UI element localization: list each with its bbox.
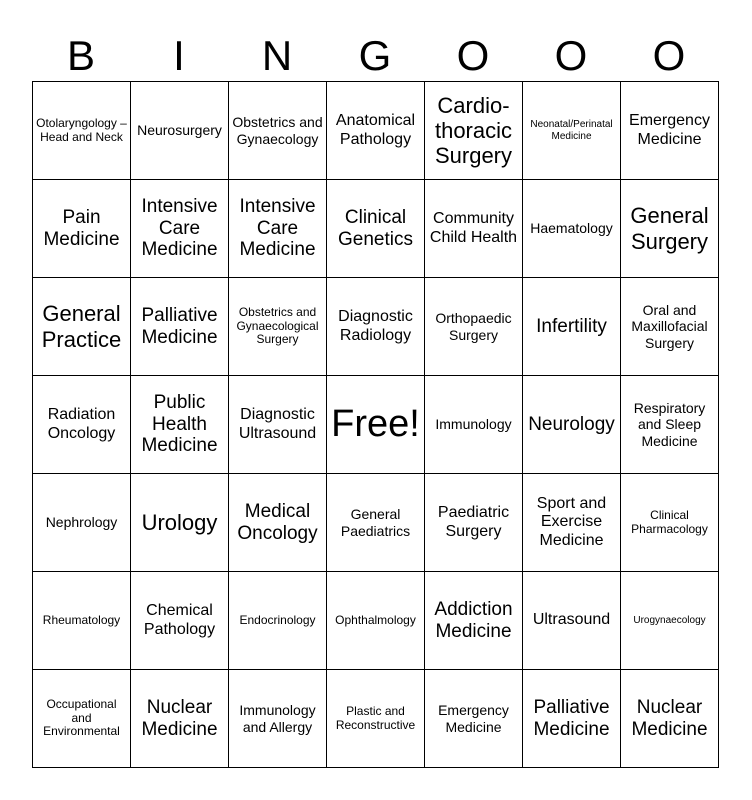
free-cell: Free! [327, 376, 425, 474]
bingo-cell: Diagnostic Radiology [327, 278, 425, 376]
bingo-cell: General Surgery [621, 180, 719, 278]
bingo-cell: Otolaryngology – Head and Neck [33, 82, 131, 180]
bingo-cell: Urogynaecology [621, 572, 719, 670]
bingo-cell: Sport and Exercise Medicine [523, 474, 621, 572]
header-letter: N [261, 32, 293, 79]
bingo-cell: Oral and Maxillofacial Surgery [621, 278, 719, 376]
bingo-cell: Urology [131, 474, 229, 572]
bingo-cell: Cardio-thoracic Surgery [425, 82, 523, 180]
header-letter: O [652, 32, 686, 79]
bingo-cell: Neonatal/Perinatal Medicine [523, 82, 621, 180]
bingo-cell: Medical Oncology [229, 474, 327, 572]
bingo-cell: Addiction Medicine [425, 572, 523, 670]
bingo-cell: Nuclear Medicine [131, 670, 229, 768]
bingo-header [32, 30, 718, 82]
header-letter: G [358, 32, 392, 79]
header-letter: O [456, 32, 490, 79]
bingo-cell: Orthopaedic Surgery [425, 278, 523, 376]
bingo-cell: Plastic and Reconstructive [327, 670, 425, 768]
bingo-cell: Palliative Medicine [131, 278, 229, 376]
bingo-cell: Anatomical Pathology [327, 82, 425, 180]
bingo-cell: Intensive Care Medicine [229, 180, 327, 278]
bingo-cell: Clinical Genetics [327, 180, 425, 278]
bingo-cell: Emergency Medicine [621, 82, 719, 180]
bingo-cell: Endocrinology [229, 572, 327, 670]
bingo-cell: Pain Medicine [33, 180, 131, 278]
bingo-cell: Intensive Care Medicine [131, 180, 229, 278]
header-letter: O [554, 32, 588, 79]
bingo-cell: Emergency Medicine [425, 670, 523, 768]
bingo-cell: Haematology [523, 180, 621, 278]
bingo-cell: Ophthalmology [327, 572, 425, 670]
bingo-cell: Palliative Medicine [523, 670, 621, 768]
bingo-cell: Infertility [523, 278, 621, 376]
bingo-grid [32, 81, 719, 768]
bingo-cell: Paediatric Surgery [425, 474, 523, 572]
bingo-cell: Neurosurgery [131, 82, 229, 180]
bingo-cell: Radiation Oncology [33, 376, 131, 474]
bingo-cell: Chemical Pathology [131, 572, 229, 670]
bingo-cell: Obstetrics and Gynaecology [229, 82, 327, 180]
bingo-cell: Ultrasound [523, 572, 621, 670]
header-letter: B [66, 32, 95, 79]
bingo-cell: Nuclear Medicine [621, 670, 719, 768]
bingo-cell: Immunology and Allergy [229, 670, 327, 768]
bingo-cell: Respiratory and Sleep Medicine [621, 376, 719, 474]
header-letter: I [173, 32, 185, 79]
bingo-cell: Rheumatology [33, 572, 131, 670]
bingo-cell: Community Child Health [425, 180, 523, 278]
bingo-cell: Occupational and Environmental [33, 670, 131, 768]
bingo-cell: Public Health Medicine [131, 376, 229, 474]
bingo-cell: Neurology [523, 376, 621, 474]
bingo-cell: Immunology [425, 376, 523, 474]
bingo-cell: General Paediatrics [327, 474, 425, 572]
bingo-cell: Diagnostic Ultrasound [229, 376, 327, 474]
bingo-cell: Clinical Pharmacology [621, 474, 719, 572]
bingo-cell: Obstetrics and Gynaecological Surgery [229, 278, 327, 376]
bingo-cell: General Practice [33, 278, 131, 376]
bingo-cell: Nephrology [33, 474, 131, 572]
